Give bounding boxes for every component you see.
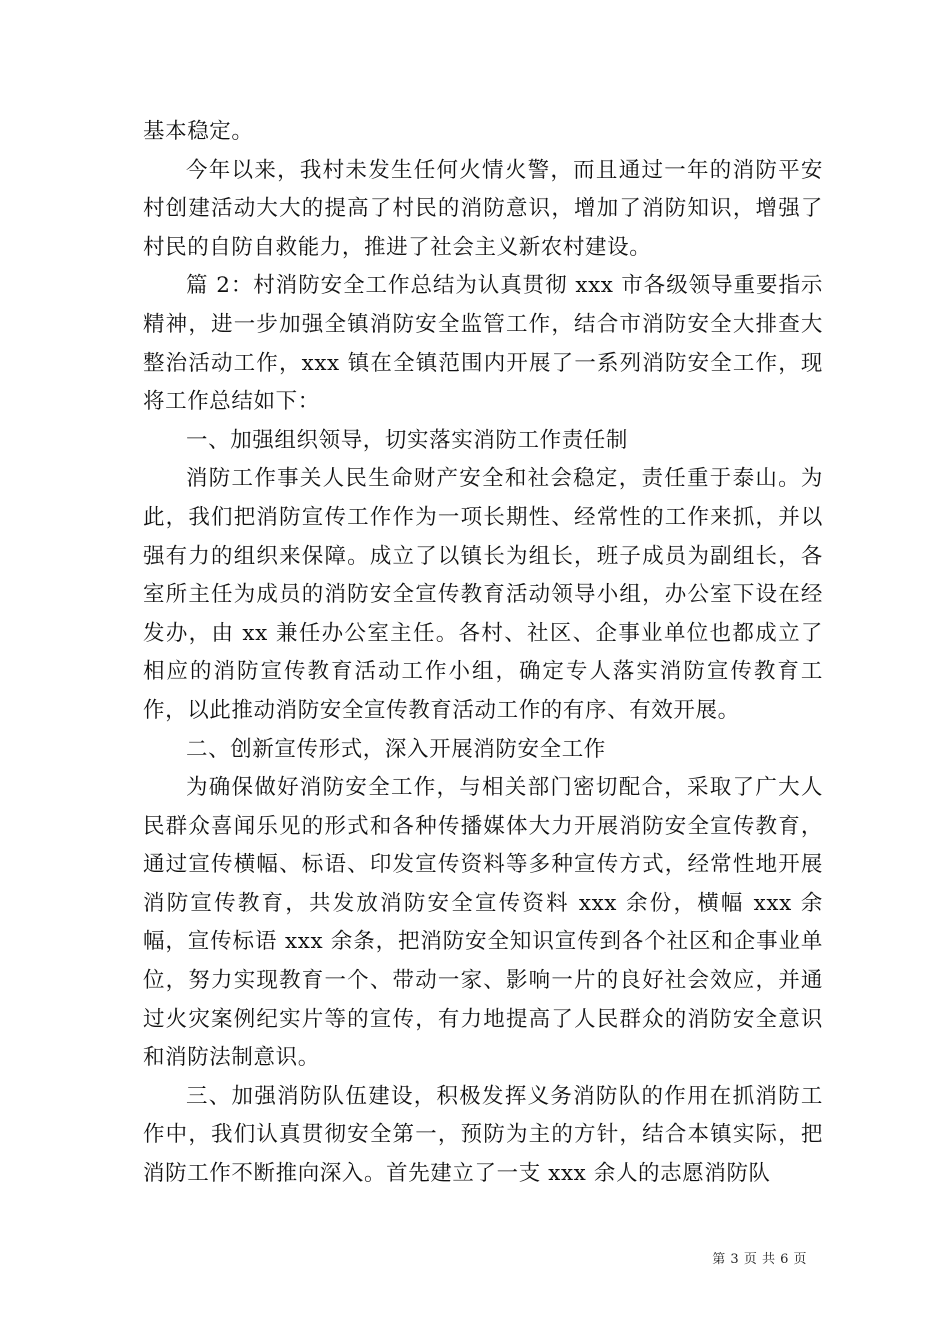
section-heading: 一、加强组织领导，切实落实消防工作责任制 [186, 427, 629, 453]
paragraph: 今年以来，我村未发生任何火情火警，而且通过一年的消防平安村创建活动大大的提高了村民的消防意识，增加了消防知识，增强了村民的自防自救能力，推进了社会主义新农村建设。 [143, 157, 823, 260]
paragraph: 篇 2：村消防安全工作总结为认真贯彻 xxx 市各级领导重要指示精神，进一步加强全镇消防安全监管工作，结合市消防安全大排查大整治活动工作，xxx 镇在全镇范围内开展了一系列消防安全工作，现将工作总结如下： [143, 273, 823, 415]
paragraph: 为确保做好消防安全工作，与相关部门密切配合，采取了广大人民群众喜闻乐见的形式和各种传播媒体大力开展消防安全宣传教育，通过宣传横幅、标语、印发宣传资料等多种宣传方式，经常性地开展消防宣传教育，共发放消防安全宣传资料 xxx 余份，横幅 xxx 余幅，宣传标语 xxx 余条，把消防安全知识宣传到各个社区和企事业单位，努力实现教育一个、带动一家、影响一片的良好社会效应，并通过火灾案例纪实片等的宣传，有力地提高了人民群众的消防安全意识和消防法制意识。 [143, 775, 823, 1071]
paragraph: 三、加强消防队伍建设，积极发挥义务消防队的作用在抓消防工作中，我们认真贯彻安全第一，预防为主的方针，结合本镇实际，把消防工作不断推向深入。首先建立了一支 xxx 余人的志愿消防队 [143, 1083, 823, 1187]
section-heading: 二、创新宣传形式，深入开展消防安全工作 [186, 736, 606, 762]
document-body [143, 113, 823, 1194]
page-number: 第 3 页 共 6 页 [712, 1252, 807, 1267]
paragraph: 基本稳定。 [143, 119, 254, 144]
paragraph: 消防工作事关人民生命财产安全和社会稳定，责任重于泰山。为此，我们把消防宣传工作作为一项长期性、经常性的工作来抓，并以强有力的组织来保障。成立了以镇长为组长，班子成员为副组长，各室所主任为成员的消防安全宣传教育活动领导小组，办公室下设在经发办，由 xx 兼任办公室主任。各村、社区、企事业单位也都成立了相应的消防宣传教育活动工作小组，确定专人落实消防宣传教育工作，以此推动消防安全宣传教育活动工作的有序、有效开展。 [143, 466, 823, 723]
